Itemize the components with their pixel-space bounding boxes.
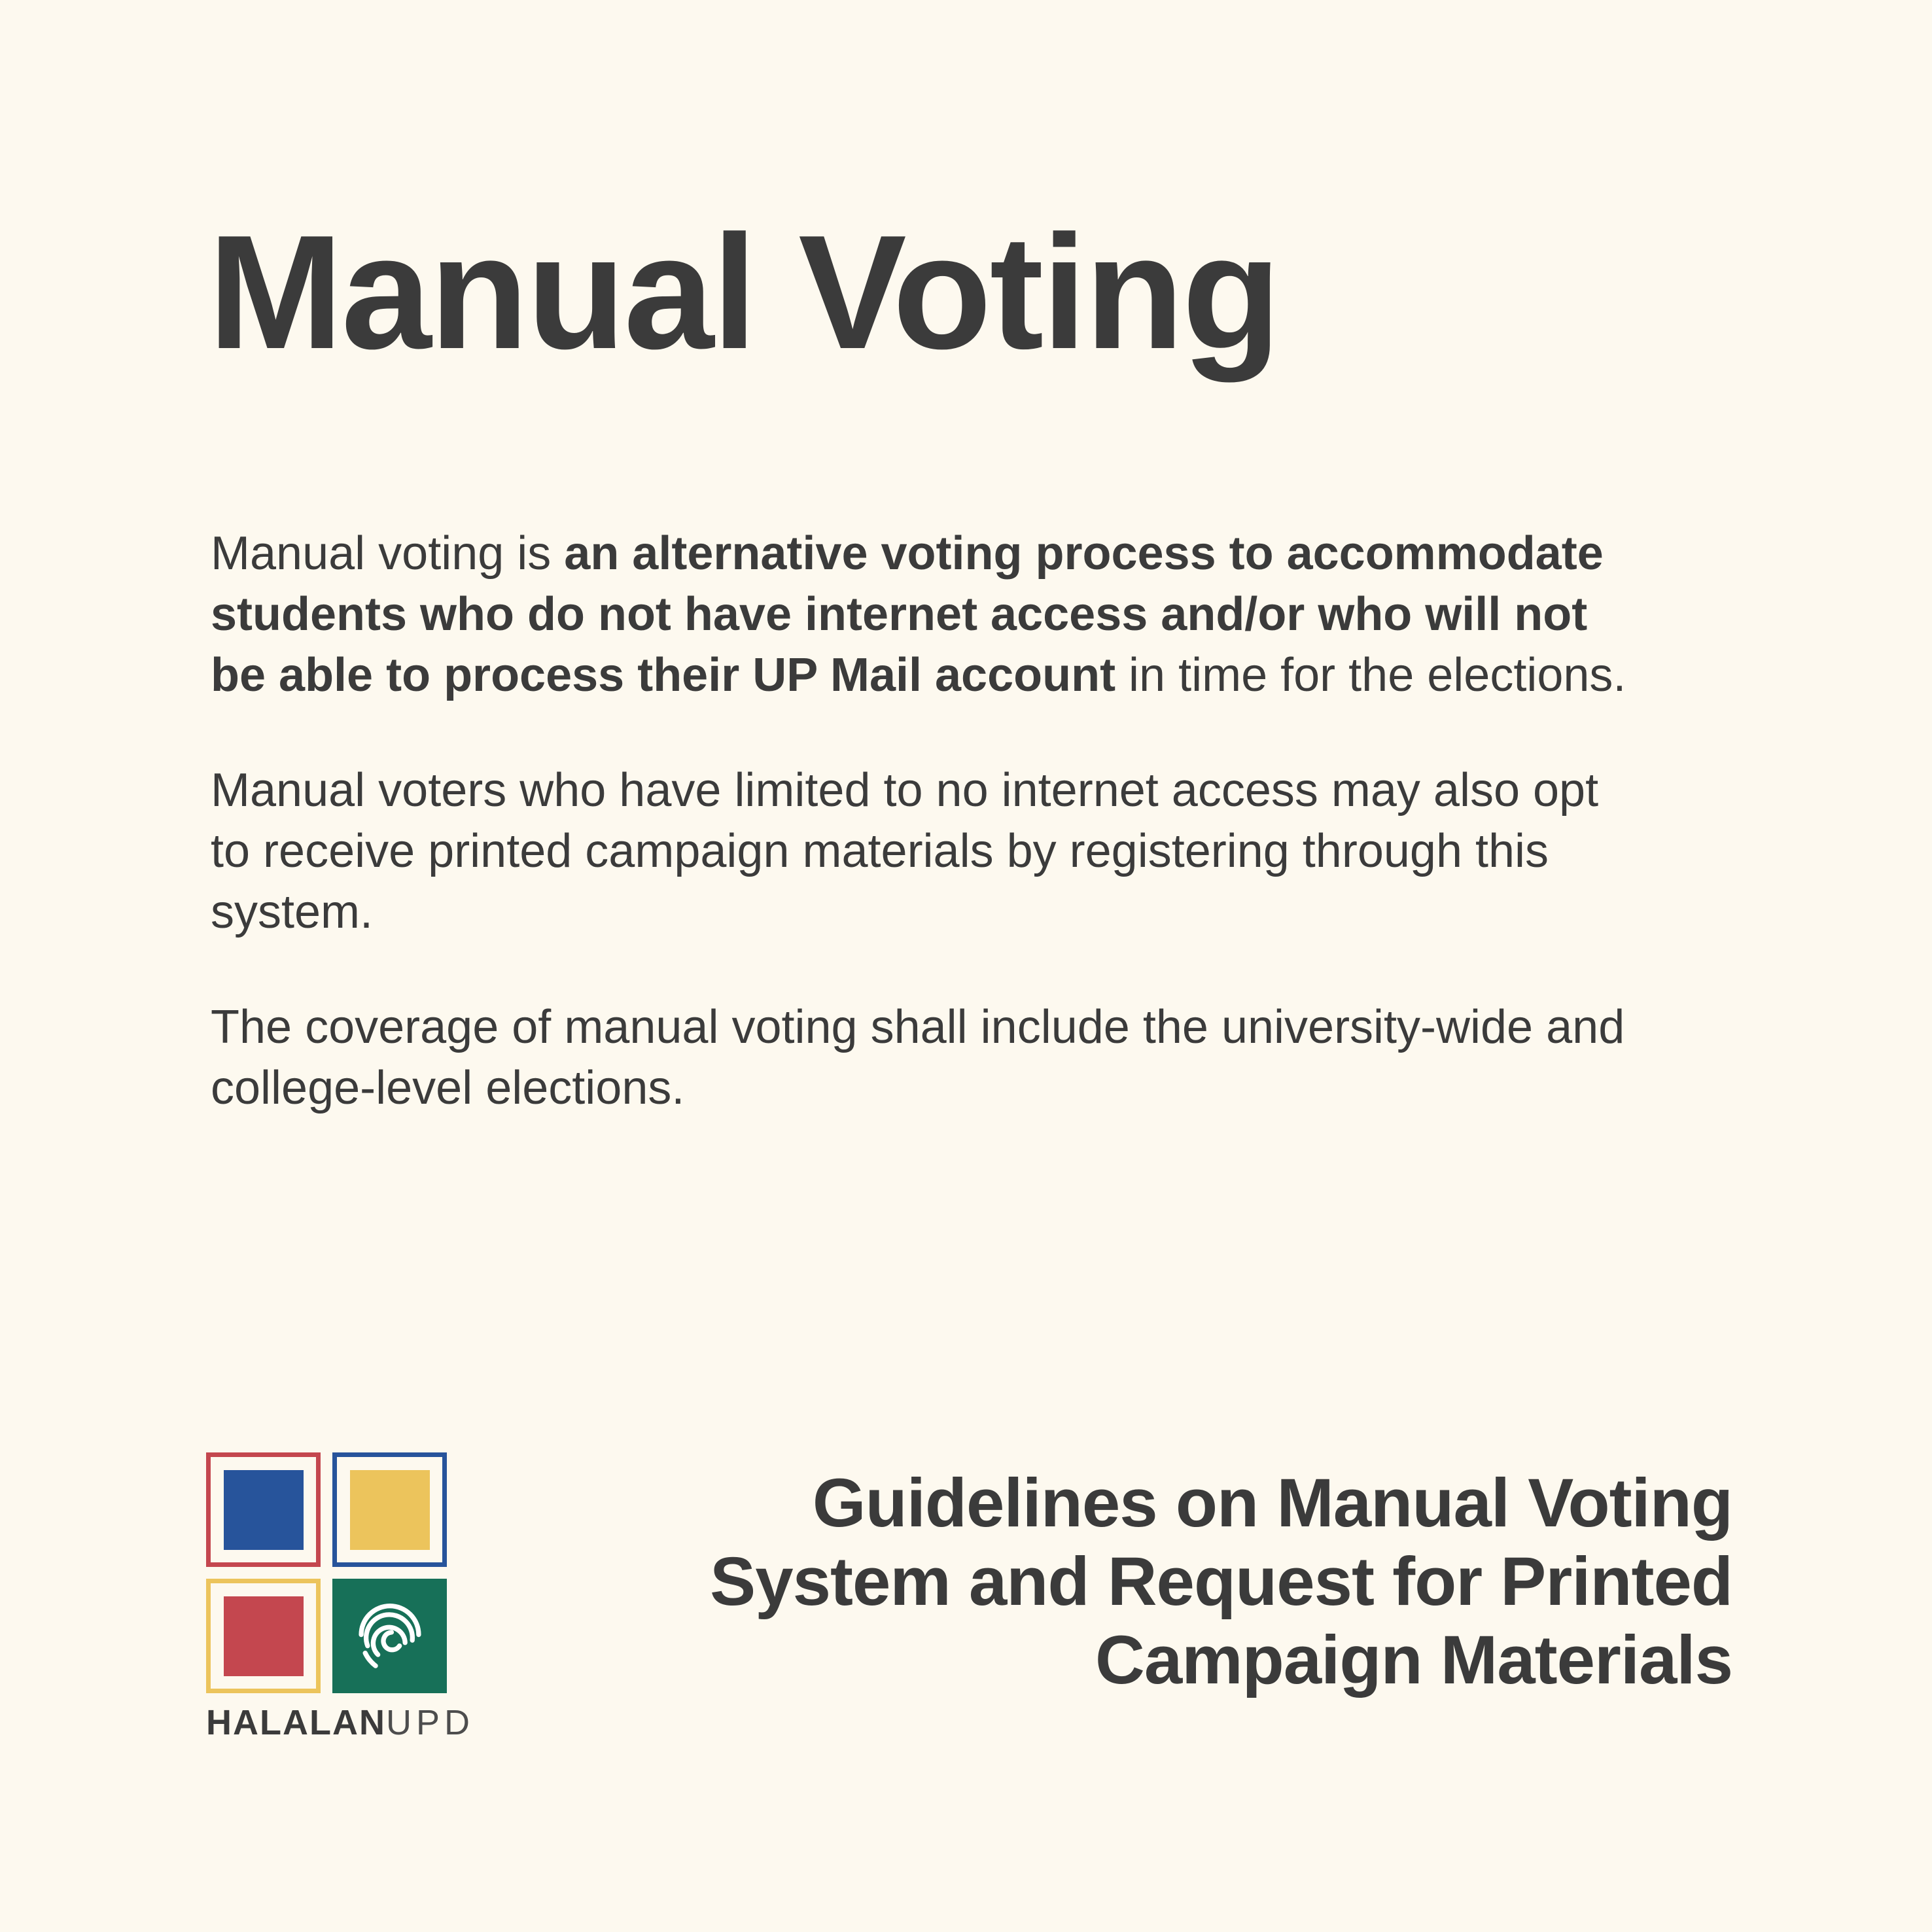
guidelines-heading: Guidelines on Manual Voting System and Request for Printed Campaign Materials (710, 1465, 1732, 1698)
halalan-upd-wordmark (206, 1702, 474, 1743)
logo-square-bottom-right (332, 1579, 447, 1693)
wordmark-upd: UPD (385, 1703, 474, 1742)
yellow-square (350, 1470, 430, 1550)
paragraph-printed-materials: Manual voters who have limited to no internet access may also opt to receive printed campaign materials by registering through this system. (211, 764, 1599, 938)
paragraph-manual-voting-definition (211, 523, 1643, 706)
p1-text-bold: an alternative voting process to accommodate students who do not have internet access and/or who will not be able to process their UP Mail account (211, 527, 1604, 701)
blue-square (224, 1470, 304, 1550)
halalan-upd-logo (206, 1452, 474, 1743)
logo-square-bottom-left (206, 1579, 321, 1693)
logo-square-top-left (206, 1452, 321, 1567)
wordmark-halalan: HALALAN (206, 1703, 386, 1742)
fingerprint-icon (350, 1596, 430, 1676)
logo-square-top-right (332, 1452, 447, 1567)
page-title: Manual Voting (208, 201, 1280, 383)
red-square (224, 1596, 304, 1676)
logo-grid (206, 1452, 455, 1693)
p1-text-regular-end: in time for the elections. (1115, 649, 1626, 701)
p1-text-regular: Manual voting is (211, 527, 565, 580)
paragraph-coverage: The coverage of manual voting shall include the university-wide and college-level elections. (211, 1001, 1625, 1114)
body-text (211, 523, 1643, 1173)
